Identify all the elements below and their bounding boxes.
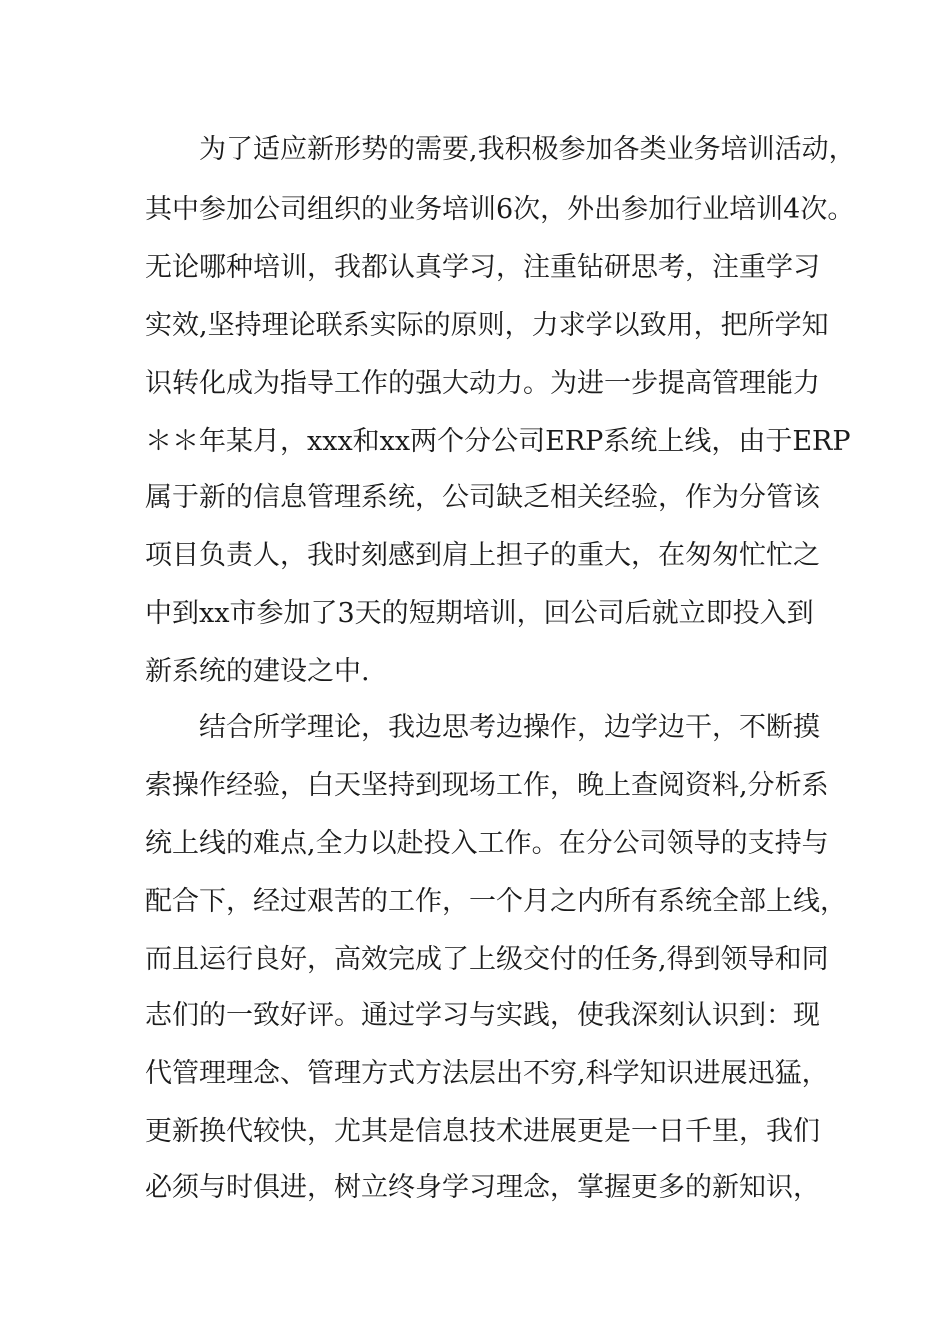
paragraph-1-line-10: 新系统的建设之中. [145, 656, 370, 687]
paragraph-2-line-2: 索操作经验，白天坚持到现场工作，晚上查阅资料,分析系 [145, 770, 829, 801]
paragraph-2-line-4: 配合下，经过艰苦的工作，一个月之内所有系统全部上线， [145, 886, 847, 917]
paragraph-1-line-2: 其中参加公司组织的业务培训6次，外出参加行业培训4次。 [145, 194, 855, 225]
paragraph-1-line-3: 无论哪种培训，我都认真学习，注重钻研思考，注重学习 [145, 252, 820, 283]
paragraph-2-line-1: 结合所学理论，我边思考边操作，边学边干，不断摸 [199, 712, 820, 743]
paragraph-1-line-8: 项目负责人，我时刻感到肩上担子的重大，在匆匆忙忙之 [145, 540, 820, 571]
paragraph-2-line-8: 更新换代较快，尤其是信息技术进展更是一日千里，我们 [145, 1116, 820, 1147]
paragraph-2-line-5: 而且运行良好，高效完成了上级交付的任务,得到领导和同 [145, 944, 829, 975]
paragraph-1-line-9: 中到xx市参加了3天的短期培训，回公司后就立即投入到 [145, 598, 814, 629]
paragraph-2-line-3: 统上线的难点,全力以赴投入工作。在分公司领导的支持与 [145, 828, 829, 859]
paragraph-1-line-5: 识转化成为指导工作的强大动力。为进一步提高管理能力 [145, 368, 820, 399]
paragraph-1-line-7: 属于新的信息管理系统，公司缺乏相关经验，作为分管该 [145, 482, 820, 513]
paragraph-1-line-6: ＊＊年某月，xxx和xx两个分公司ERP系统上线，由于ERP [145, 426, 851, 457]
paragraph-1-line-1: 为了适应新形势的需要,我积极参加各类业务培训活动， [199, 134, 856, 165]
paragraph-2-line-6: 志们的一致好评。通过学习与实践，使我深刻认识到：现 [145, 1000, 820, 1031]
paragraph-1-line-4: 实效,坚持理论联系实际的原则，力求学以致用，把所学知 [145, 310, 829, 341]
paragraph-2-line-9: 必须与时俱进，树立终身学习理念，掌握更多的新知识， [145, 1172, 820, 1203]
paragraph-2-line-7: 代管理理念、管理方式方法层出不穷,科学知识进展迅猛， [145, 1058, 829, 1089]
